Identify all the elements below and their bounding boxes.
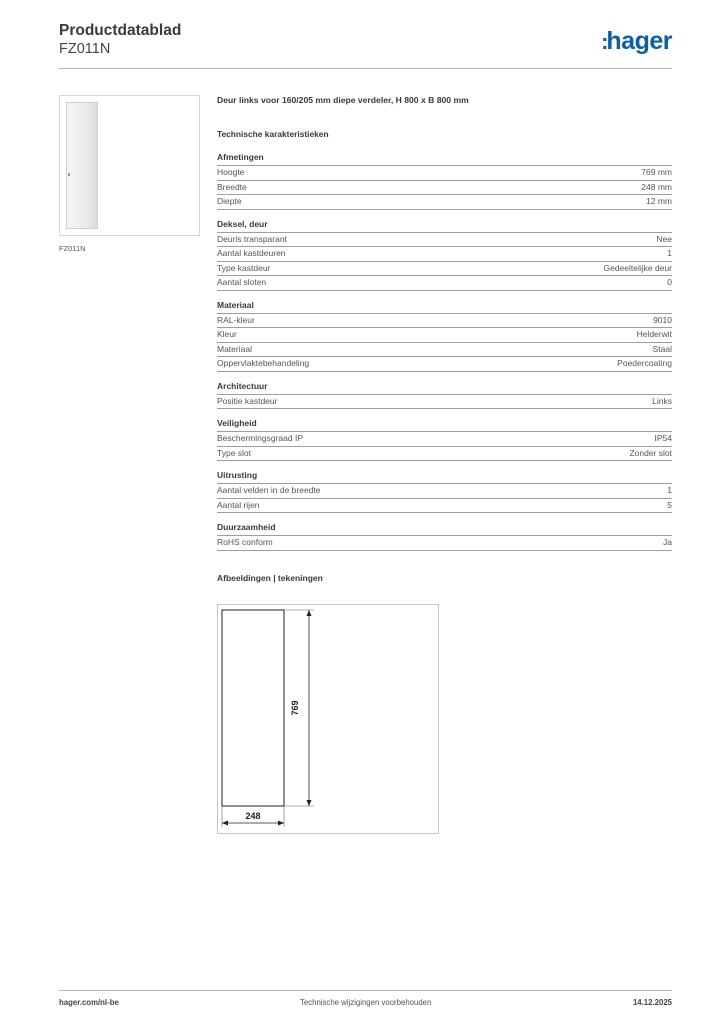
spec-value: Gedeeltelijke deur	[603, 262, 672, 273]
drawing-svg	[218, 605, 440, 835]
spec-label: Hoogte	[217, 167, 245, 177]
product-image	[59, 95, 200, 236]
spec-row	[217, 233, 672, 248]
footer-website-link[interactable]: hager.com/nl-be	[59, 998, 119, 1007]
header-divider	[59, 68, 672, 69]
spec-section	[217, 219, 672, 291]
spec-content	[217, 95, 672, 585]
door-outline	[222, 610, 284, 806]
spec-row	[217, 247, 672, 262]
drawings-title: Afbeeldingen | tekeningen	[217, 572, 323, 583]
spec-section	[217, 152, 672, 210]
section-title: Deksel, deur	[217, 219, 672, 233]
height-arrow-bottom	[307, 800, 312, 806]
spec-value: Ja	[663, 537, 672, 547]
spec-section	[217, 470, 672, 513]
height-arrow-top	[307, 610, 312, 616]
section-title: Duurzaamheid	[217, 522, 672, 536]
hager-logo: :hager	[601, 27, 672, 55]
spec-value: IP54	[654, 433, 672, 443]
spec-row	[217, 499, 672, 514]
spec-value: 5	[667, 499, 672, 510]
spec-label: Aantal sloten	[217, 277, 267, 287]
width-dimension-label: 248	[245, 811, 261, 821]
footer-date: 14.12.2025	[632, 998, 672, 1007]
spec-label: Type slot	[217, 447, 252, 458]
spec-label: Oppervlaktebehandeling	[217, 358, 310, 368]
spec-value: Staal	[652, 343, 672, 354]
spec-value: 769 mm	[641, 167, 672, 177]
spec-value: Nee	[656, 233, 672, 244]
spec-value: 9010	[653, 314, 672, 325]
spec-section	[217, 418, 672, 461]
spec-value: 12 mm	[646, 196, 672, 206]
section-title: Afmetingen	[217, 152, 672, 166]
technical-characteristics-title: Technische karakteristieken	[217, 129, 329, 139]
product-code: FZ011N	[59, 41, 111, 57]
spec-section	[217, 300, 672, 372]
spec-row	[217, 314, 672, 329]
spec-row	[217, 181, 672, 196]
spec-row	[217, 195, 672, 210]
spec-value: 1	[667, 485, 672, 495]
spec-row	[217, 536, 672, 551]
spec-row	[217, 262, 672, 277]
spec-value: 0	[667, 277, 672, 287]
spec-label: Deuris transparant	[217, 233, 287, 244]
width-arrow-left	[222, 821, 228, 826]
spec-label: Aantal velden in de breedte	[217, 485, 321, 495]
spec-label: Breedte	[217, 181, 247, 192]
spec-value: Links	[652, 395, 672, 406]
document-title: Productdatablad	[59, 22, 182, 39]
footer-notice: Technische wijzigingen voorbehouden	[300, 998, 432, 1007]
spec-label: Positie kastdeur	[217, 395, 278, 406]
spec-row	[217, 276, 672, 291]
spec-row	[217, 484, 672, 499]
spec-label: RoHS conform	[217, 537, 273, 547]
spec-section	[217, 381, 672, 410]
spec-value: Helderwit	[636, 329, 672, 339]
page-header	[59, 21, 181, 58]
spec-row	[217, 343, 672, 358]
section-title: Architectuur	[217, 381, 672, 395]
spec-value: Poedercoating	[617, 358, 672, 368]
spec-value: 248 mm	[641, 181, 672, 192]
spec-label: RAL-kleur	[217, 314, 255, 325]
spec-row	[217, 357, 672, 372]
section-title: Veiligheid	[217, 418, 672, 432]
spec-value: Zonder slot	[629, 447, 672, 458]
logo-text: hager	[606, 27, 672, 55]
spec-label: Kleur	[217, 329, 237, 339]
spec-label: Type kastdeur	[217, 262, 271, 273]
technical-drawing	[217, 604, 439, 834]
door-handle-mark	[68, 173, 70, 176]
spec-label: Beschermingsgraad IP	[217, 433, 303, 443]
spec-row	[217, 432, 672, 447]
spec-label: Aantal kastdeuren	[217, 248, 286, 258]
width-arrow-right	[278, 821, 284, 826]
section-title: Materiaal	[217, 300, 672, 314]
spec-label: Aantal rijen	[217, 499, 260, 510]
product-image-caption: FZ011N	[59, 244, 86, 253]
spec-value: 1	[667, 248, 672, 258]
spec-label: Materiaal	[217, 343, 252, 354]
spec-label: Diepte	[217, 196, 242, 206]
height-dimension-label: 769	[290, 700, 300, 716]
spec-row	[217, 395, 672, 410]
section-title: Uitrusting	[217, 470, 672, 484]
footer-divider	[59, 990, 672, 991]
product-description: Deur links voor 160/205 mm diepe verdeler, H 800 x B 800 mm	[217, 95, 469, 105]
door-illustration	[66, 102, 98, 229]
spec-row	[217, 447, 672, 462]
spec-sections	[217, 152, 672, 551]
spec-row	[217, 166, 672, 181]
spec-row	[217, 328, 672, 343]
spec-section	[217, 522, 672, 551]
